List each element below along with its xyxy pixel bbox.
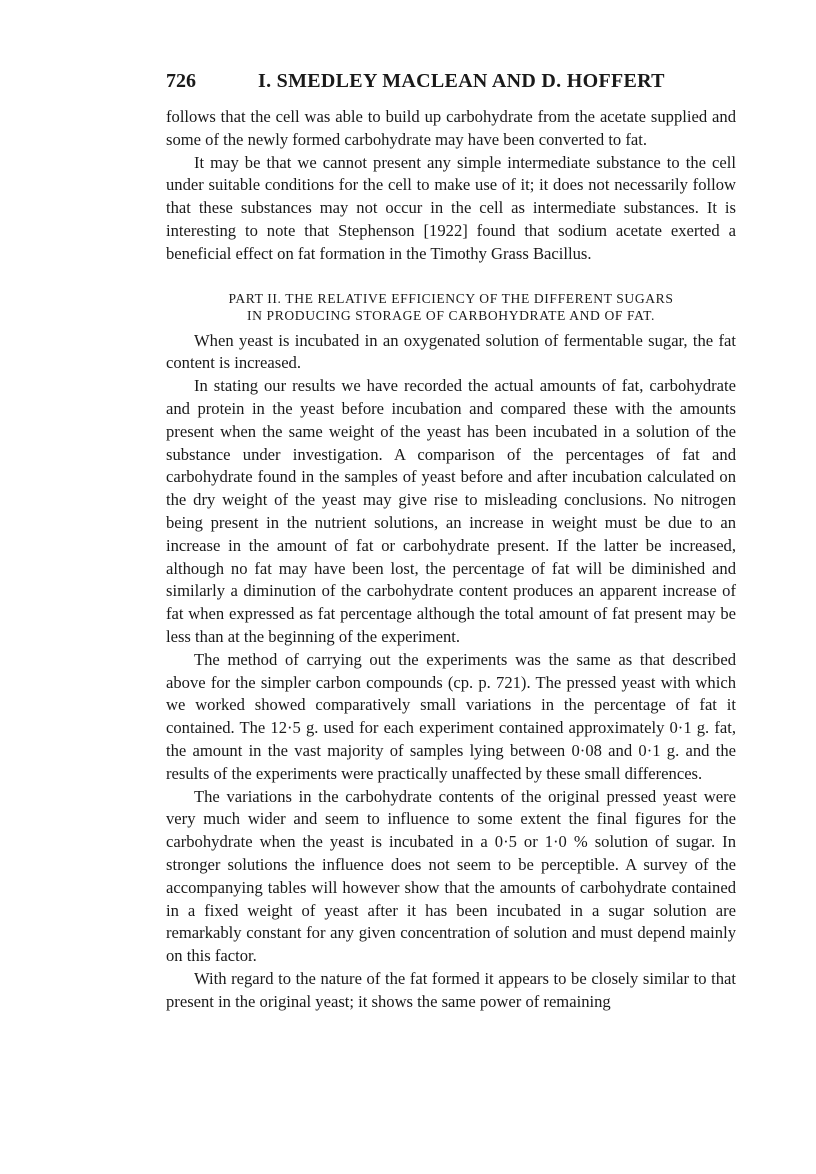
paragraph: The variations in the carbohydrate contents of the original pressed yeast were very much wider and seem to influence to some extent the final figures for the carbohydrate when the yeast is incubated in a 0·5 or 1·0 % solution of sugar. In stronger solutions the influence does not seem to be perceptible. A survey of the accompanying tables will however show that the amounts of carbohydrate contained in a fixed weight of yeast after it has been incubated in a sugar solution are remarkably constant for any given concentration of solution and must depend mainly on this factor. bbox=[166, 786, 736, 966]
body-text bbox=[166, 106, 736, 1013]
paragraph: The method of carrying out the experiments was the same as that described above for the simpler carbon compounds (cp. p. 721). The pressed yeast with which we worked showed comparatively small variations in the percentage of fat it contained. The 12·5 g. used for each experiment contained approximately 0·1 g. fat, the amount in the vast majority of samples lying between 0·08 and 0·1 g. and the results of the experiments were practically unaffected by these small differences. bbox=[166, 649, 736, 783]
running-head bbox=[166, 70, 736, 96]
section-heading-line: PART II. THE RELATIVE EFFICIENCY OF THE DIFFERENT SUGARS bbox=[228, 290, 674, 306]
running-title: I. SMEDLEY MACLEAN AND D. HOFFERT bbox=[258, 70, 665, 92]
section-heading-line: IN PRODUCING STORAGE OF CARBOHYDRATE AND OF FAT. bbox=[247, 307, 655, 323]
paragraph: follows that the cell was able to build up carbohydrate from the acetate supplied and some of the newly formed carbohydrate may have been converted to fat. bbox=[166, 107, 736, 149]
page-number: 726 bbox=[166, 70, 196, 92]
paragraph: In stating our results we have recorded the actual amounts of fat, carbohydrate and protein in the yeast before incubation and compared these with the amounts present when the same weight of the yeast has been incubated in a solution of the substance under investigation. A comparison of the percentages of fat and carbohydrate found in the samples of yeast before and after incubation calculated on the dry weight of the yeast may give rise to misleading conclusions. No nitrogen being present in the nutrient solutions, an increase in weight must be due to an increase in the amount of fat or carbohydrate present. If the latter be increased, although no fat may have been lost, the percentage of fat will be diminished and similarly a diminution of the carbohydrate content produces an apparent increase of fat when expressed as fat percentage although the total amount of fat present may be less than at the beginning of the experiment. bbox=[166, 376, 736, 646]
section-heading bbox=[166, 290, 736, 324]
paragraph: It may be that we cannot present any simple intermediate substance to the cell under suitable conditions for the cell to make use of it; it does not necessarily follow that these substances may not occur in the cell as intermediate substances. It is interesting to note that Stephenson [1922] found that sodium acetate exerted a beneficial effect on fat formation in the Timothy Grass Bacillus. bbox=[166, 152, 736, 263]
paragraph: With regard to the nature of the fat formed it appears to be closely similar to that present in the original yeast; it shows the same power of remaining bbox=[166, 968, 736, 1011]
paragraph: When yeast is incubated in an oxygenated solution of fermentable sugar, the fat content is increased. bbox=[166, 330, 736, 373]
